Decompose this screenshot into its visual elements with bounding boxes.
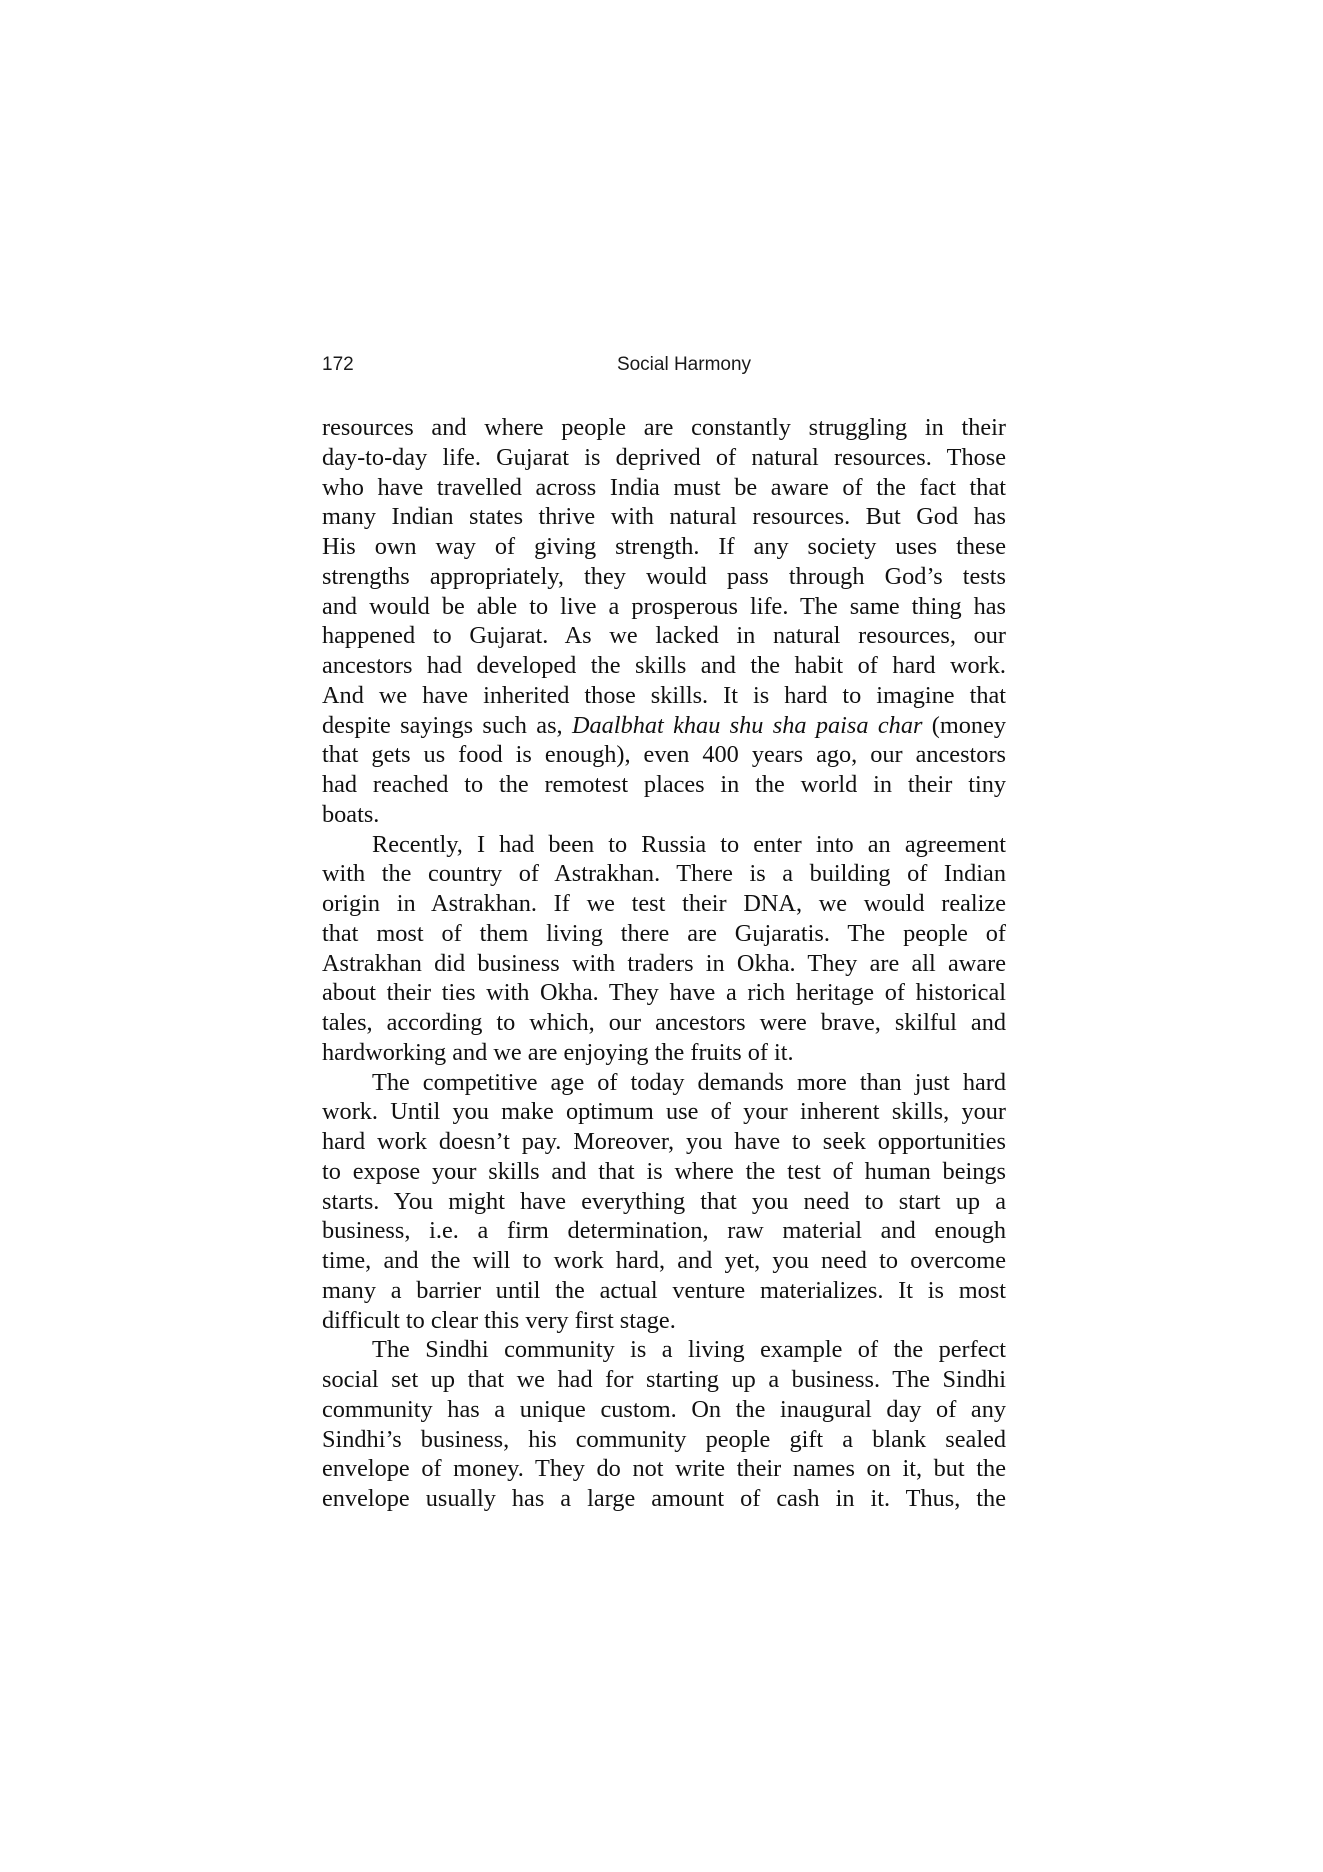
running-title: Social Harmony [616, 354, 752, 375]
text-line: time, and the will to work hard, and yet, you need to overcome [322, 1247, 1006, 1274]
text-line: difficult to clear this very first stage. [322, 1306, 676, 1334]
text-line: who have travelled across India must be aware of the fact that [322, 473, 1006, 501]
text-line: resources and where people are constantly struggling in their [322, 414, 1006, 441]
text-line: that gets us food is enough), even 400 years ago, our ancestors [322, 741, 1006, 769]
text-line: boats. [322, 800, 380, 828]
text-line: with the country of Astrakhan. There is a building of Indian [322, 860, 1006, 888]
body-text [322, 413, 1006, 1514]
text-line: Sindhi’s business, his community people gift a blank sealed [322, 1425, 1006, 1453]
text-line: starts. You might have everything that you need to start up a [322, 1187, 1006, 1215]
text-line: ancestors had developed the skills and the habit of hard work. [322, 652, 1006, 679]
text-line: business, i.e. a firm determination, raw material and enough [322, 1217, 1006, 1245]
text-line: work. Until you make optimum use of your inherent skills, your [322, 1098, 1006, 1126]
paragraph-first-line: The Sindhi community is a living example of the perfect [372, 1336, 1006, 1364]
text-line: day-to-day life. Gujarat is deprived of natural resources. Those [322, 443, 1006, 471]
text-line: about their ties with Okha. They have a rich heritage of historical [322, 979, 1006, 1007]
text-line: hardworking and we are enjoying the fruits of it. [322, 1038, 794, 1066]
text-line [322, 711, 1006, 741]
page-number: 172 [322, 354, 354, 375]
text-line: many a barrier until the actual venture materializes. It is most [322, 1276, 1006, 1304]
paragraph-first-line: The competitive age of today demands more than just hard [372, 1068, 1006, 1096]
text-line: envelope usually has a large amount of cash in it. Thus, the [322, 1485, 1006, 1512]
text-line: had reached to the remotest places in the world in their tiny [322, 771, 1006, 798]
text-line: tales, according to which, our ancestors were brave, skilful and [322, 1009, 1006, 1036]
text-line: community has a unique custom. On the inaugural day of any [322, 1395, 1006, 1423]
text-line: to expose your skills and that is where the test of human beings [322, 1157, 1006, 1185]
text-line: many Indian states thrive with natural resources. But God has [322, 503, 1006, 531]
running-head [322, 354, 1006, 380]
text-line: origin in Astrakhan. If we test their DNA, we would realize [322, 890, 1006, 917]
text-segment: (money [922, 711, 1007, 739]
text-segment: despite sayings such as, [322, 711, 572, 739]
text-line: envelope of money. They do not write their names on it, but the [322, 1455, 1006, 1483]
text-line: social set up that we had for starting up a business. The Sindhi [322, 1366, 1006, 1393]
text-line: and would be able to live a prosperous life. The same thing has [322, 592, 1006, 620]
text-line: that most of them living there are Gujaratis. The people of [322, 919, 1006, 947]
paragraph-first-line: Recently, I had been to Russia to enter into an agreement [372, 830, 1006, 858]
text-line: strengths appropriately, they would pass through God’s tests [322, 562, 1006, 590]
italic-phrase: Daalbhat khau shu sha paisa char [571, 711, 923, 739]
text-line: happened to Gujarat. As we lacked in natural resources, our [322, 622, 1006, 650]
text-line: And we have inherited those skills. It is hard to imagine that [322, 681, 1006, 709]
text-line: hard work doesn’t pay. Moreover, you have to seek opportunities [322, 1128, 1006, 1155]
text-line: Astrakhan did business with traders in Okha. They are all aware [322, 949, 1006, 977]
text-line: His own way of giving strength. If any society uses these [322, 533, 1006, 560]
